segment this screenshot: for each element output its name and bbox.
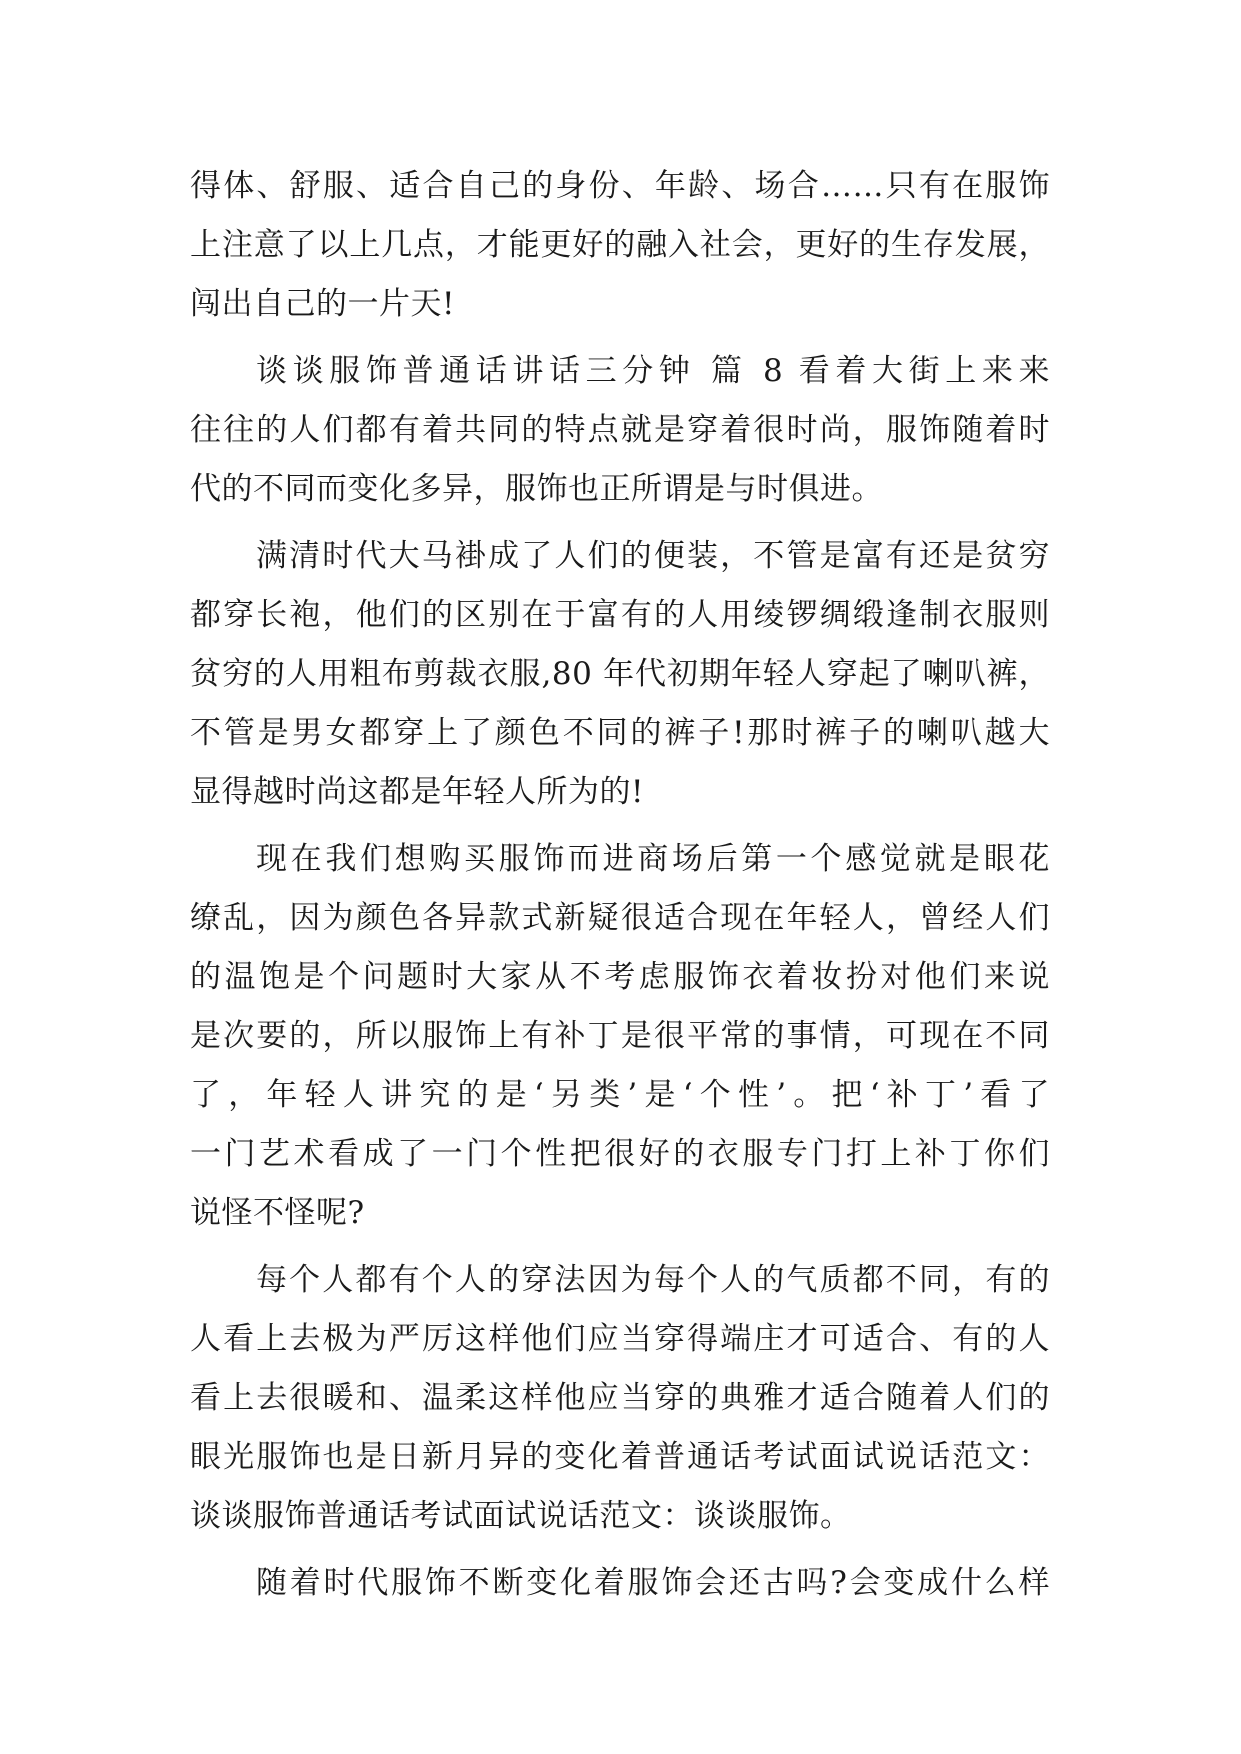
text-line: 眼光服饰也是日新月异的变化着普通话考试面试说话范文： [190,1439,1050,1475]
text-line: 的温饱是个问题时大家从不考虑服饰衣着妆扮对他们来说 [190,959,1050,995]
text-line: 人看上去极为严厉这样他们应当穿得端庄才可适合、有的人 [190,1321,1050,1357]
text-line: 现在我们想购买服饰而进商场后第一个感觉就是眼花 [256,841,1050,877]
text-line: 上注意了以上几点，才能更好的融入社会，更好的生存发展， [190,227,1050,263]
text-line: 一门艺术看成了一门个性把很好的衣服专门打上补丁你们 [190,1136,1050,1172]
text-line: 了，年轻人讲究的是‘另类’是‘个性’。把‘补丁’看了 [190,1077,1050,1113]
text-line: 随着时代服饰不断变化着服饰会还古吗?会变成什么样 [256,1565,1050,1601]
text-line: 显得越时尚这都是年轻人所为的! [190,774,644,810]
text-line: 贫穷的人用粗布剪裁衣服,80 年代初期年轻人穿起了喇叭裤， [190,656,1050,692]
text-line: 得体、舒服、适合自己的身份、年龄、场合……只有在服饰 [190,168,1050,204]
text-line: 是次要的，所以服饰上有补丁是很平常的事情，可现在不同 [190,1018,1050,1054]
text-line: 闯出自己的一片天! [190,286,455,322]
text-line: 往往的人们都有着共同的特点就是穿着很时尚，服饰随着时 [190,412,1050,448]
text-line: 谈谈服饰普通话考试面试说话范文：谈谈服饰。 [190,1498,852,1534]
text-line: 都穿长袍，他们的区别在于富有的人用绫锣绸缎逢制衣服则 [190,597,1050,633]
text-line: 代的不同而变化多异，服饰也正所谓是与时俱进。 [190,471,883,507]
text-line: 不管是男女都穿上了颜色不同的裤子!那时裤子的喇叭越大 [190,715,1050,751]
text-line: 每个人都有个人的穿法因为每个人的气质都不同，有的 [256,1262,1050,1298]
text-line: 说怪不怪呢? [190,1195,365,1231]
body-text [190,157,1050,1613]
text-line: 看上去很暖和、温柔这样他应当穿的典雅才适合随着人们的 [190,1380,1050,1416]
text-line: 满清时代大马褂成了人们的便装，不管是富有还是贫穷 [256,538,1050,574]
text-line: 缭乱，因为颜色各异款式新疑很适合现在年轻人，曾经人们 [190,900,1050,936]
section-heading-line: 谈谈服饰普通话讲话三分钟 篇 8 看着大街上来来 [256,353,1050,389]
